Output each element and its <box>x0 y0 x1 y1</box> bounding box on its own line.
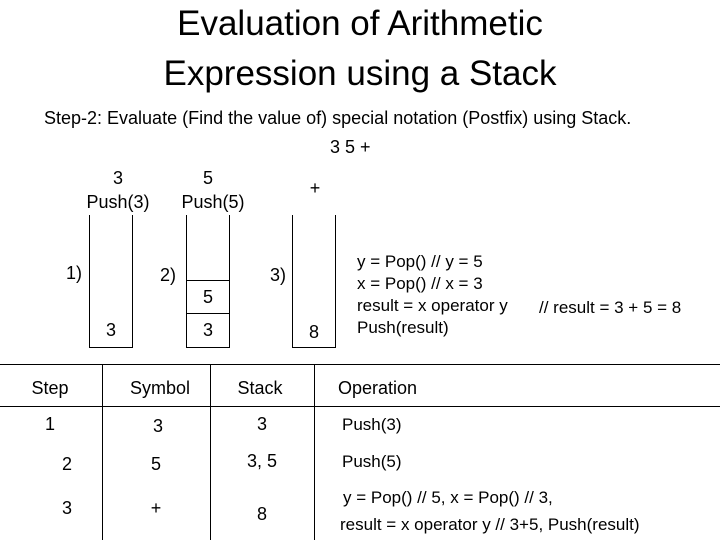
row-1-stack: 3 <box>256 414 267 434</box>
row-2-operation: Push(5) <box>342 452 402 471</box>
stack-1-cell-3: 3 <box>105 320 116 340</box>
token-5-label: 5 <box>202 168 213 188</box>
diagram-step-3: 3) <box>270 265 287 285</box>
row-3-operation-line-1: y = Pop() // 5, x = Pop() // 3, <box>343 488 553 507</box>
table-header-separator <box>0 406 720 407</box>
table-top-border <box>0 364 720 365</box>
page-title-line-2: Expression using a Stack <box>163 54 557 93</box>
col-header-step: Step <box>31 378 69 398</box>
row-2-step: 2 <box>61 454 72 474</box>
stack-2-cell-3: 3 <box>202 320 213 340</box>
table-col-divider-3 <box>314 364 315 540</box>
col-header-symbol: Symbol <box>129 378 191 398</box>
row-1-symbol: 3 <box>152 416 163 436</box>
row-3-step: 3 <box>61 498 72 518</box>
col-header-stack: Stack <box>237 378 283 398</box>
note-pop-x: x = Pop() // x = 3 <box>357 274 483 293</box>
stack-2-cell-5: 5 <box>202 287 213 307</box>
page-title-line-1: Evaluation of Arithmetic <box>177 4 543 43</box>
row-1-operation: Push(3) <box>342 415 402 434</box>
row-2-stack: 3, 5 <box>246 451 278 471</box>
push-5-label: Push(5) <box>181 192 245 212</box>
note-push-result: Push(result) <box>357 318 449 337</box>
subtitle: Step-2: Evaluate (Find the value of) special notation (Postfix) using Stack. <box>44 108 632 128</box>
push-3-label: Push(3) <box>86 192 150 212</box>
row-3-stack: 8 <box>256 504 267 524</box>
row-1-step: 1 <box>44 414 55 434</box>
row-3-operation-line-2: result = x operator y // 3+5, Push(result) <box>340 515 640 534</box>
note-result: result = x operator y <box>357 296 508 315</box>
row-3-symbol: + <box>150 498 162 518</box>
note-result-comment: // result = 3 + 5 = 8 <box>539 298 682 317</box>
col-header-operation: Operation <box>338 378 418 398</box>
diagram-step-2: 2) <box>160 265 177 285</box>
note-pop-y: y = Pop() // y = 5 <box>357 252 483 271</box>
row-2-symbol: 5 <box>150 454 161 474</box>
postfix-expression: 3 5 + <box>330 137 371 157</box>
stack-3-cell-8: 8 <box>308 322 319 342</box>
diagram-step-1: 1) <box>66 263 83 283</box>
token-plus-label: + <box>309 178 321 198</box>
table-col-divider-1 <box>102 364 103 540</box>
token-3-label: 3 <box>112 168 123 188</box>
